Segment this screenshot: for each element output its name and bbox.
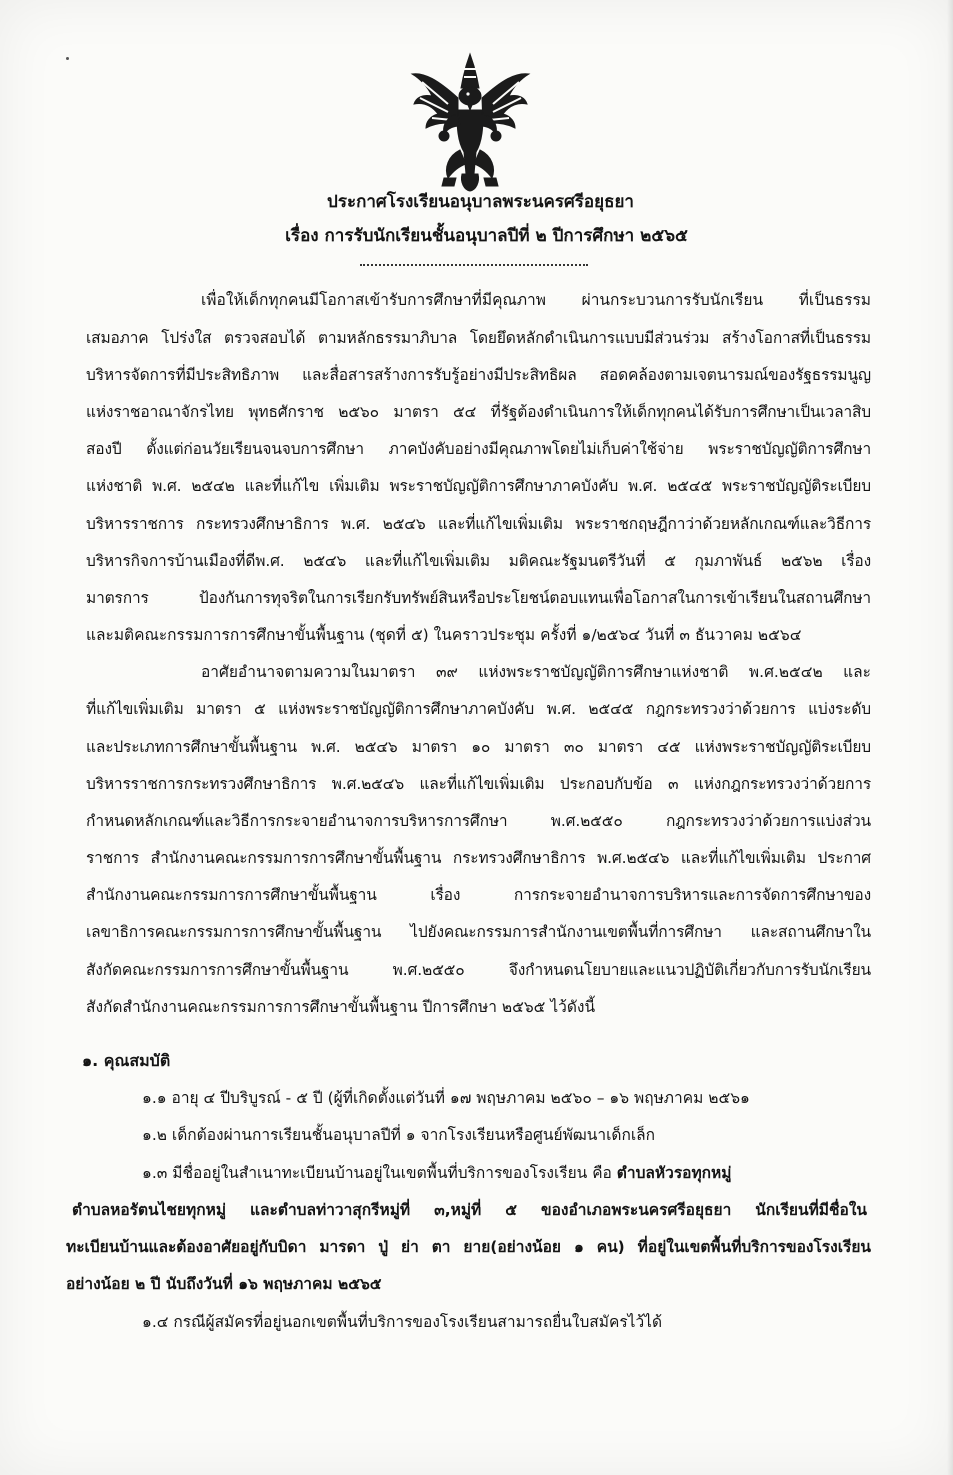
paragraph2-line: ที่แก้ไขเพิ่มเติม มาตรา ๕ แห่งพระราชบัญญัติการศึกษาภาคบังคับ พ.ศ. ๒๕๔๕ กฎกระทรวงว่าด้วยการ แบ่งระดับ — [86, 700, 871, 718]
qualification-item-3-continued: อย่างน้อย ๒ ปี นับถึงวันที่ ๑๖ พฤษภาคม ๒๕๖๕ — [66, 1275, 382, 1293]
paragraph1-line: สองปี ตั้งแต่ก่อนวัยเรียนจนจบการศึกษา ภาคบังคับอย่างมีคุณภาพโดยไม่เก็บค่าใช้จ่าย พระราชบัญญัติการศึกษา — [86, 440, 871, 458]
paragraph1-line: และมติคณะกรรมการการศึกษาขั้นพื้นฐาน (ชุดที่ ๕) ในคราวประชุม ครั้งที่ ๑/๒๕๖๔ วันที่ ๓ ธันวาคม ๒๕๖๔ — [86, 626, 802, 644]
paragraph1-line: แห่งชาติ พ.ศ. ๒๕๔๒ และที่แก้ไข เพิ่มเติม พระราชบัญญัติการศึกษาภาคบังคับ พ.ศ. ๒๕๔๕ พระราชบัญญัติระเบียบ — [86, 477, 871, 495]
qualification-item-3-area: ตำบลหัวรอทุกหมู่ — [616, 1164, 732, 1182]
paragraph1-line: บริหารกิจการบ้านเมืองที่ดีพ.ศ. ๒๕๔๖ และที่แก้ไขเพิ่มเติม มติคณะรัฐมนตรีวันที่ ๕ กุมภาพันธ์ ๒๕๖๒ เรื่อง — [86, 552, 871, 570]
qualification-item-3-text: ๑.๓ มีชื่ออยู่ในสำเนาทะเบียนบ้านอยู่ในเขตพื้นที่บริการของโรงเรียน คือ — [142, 1164, 617, 1182]
scan-speck — [66, 57, 69, 60]
garuda-emblem-icon — [408, 52, 533, 192]
paragraph2-line: กำหนดหลักเกณฑ์และวิธีการกระจายอำนาจการบริหารการศึกษา พ.ศ.๒๕๕๐ กฎกระทรวงว่าด้วยการแบ่งส่วน — [86, 812, 871, 830]
paragraph2-line: สังกัดคณะกรรมการการศึกษาขั้นพื้นฐาน พ.ศ.๒๕๕๐ จึงกำหนดนโยบายและแนวปฏิบัติเกี่ยวกับการรับนักเรียน — [86, 961, 871, 979]
section-heading-qualifications: ๑. คุณสมบัติ — [82, 1051, 171, 1070]
title-divider — [360, 264, 588, 266]
page-edge-shadow — [947, 0, 953, 1475]
qualification-item-2: ๑.๒ เด็กต้องผ่านการเรียนชั้นอนุบาลปีที่ ๑ จากโรงเรียนหรือศูนย์พัฒนาเด็กเล็ก — [142, 1126, 656, 1144]
document-subject: เรื่อง การรับนักเรียนชั้นอนุบาลปีที่ ๒ ปีการศึกษา ๒๕๖๕ — [285, 226, 688, 246]
paragraph2-line: ราชการ สำนักงานคณะกรรมการการศึกษาขั้นพื้นฐาน กระทรวงศึกษาธิการ พ.ศ.๒๕๔๖ และที่แก้ไขเพิ่มเติม ประกาศ — [86, 849, 871, 867]
paragraph2-line: บริหารราชการกระทรวงศึกษาธิการ พ.ศ.๒๕๔๖ และที่แก้ไขเพิ่มเติม ประกอบกับข้อ ๓ แห่งกฎกระทรวงว่าด้วยการ — [86, 775, 871, 793]
qualification-item-4: ๑.๔ กรณีผู้สมัครที่อยู่นอกเขตพื้นที่บริการของโรงเรียนสามารถยื่นใบสมัครไว้ได้ — [142, 1313, 663, 1331]
paragraph2-line: เลขาธิการคณะกรรมการการศึกษาขั้นพื้นฐาน ไปยังคณะกรรมการสำนักงานเขตพื้นที่การศึกษา และสถานศึกษาใน — [86, 923, 871, 941]
paragraph1-line: เสมอภาค โปร่งใส ตรวจสอบได้ ตามหลักธรรมาภิบาล โดยยึดหลักดำเนินการแบบมีส่วนร่วม สร้างโอกาสที่เป็นธรรม — [86, 329, 871, 347]
paragraph1-line: บริหารจัดการที่มีประสิทธิภาพ และสื่อสารสร้างการรับรู้อย่างมีประสิทธิผล สอดคล้องตามเจตนารมณ์ของรัฐธรรมนูญ — [86, 366, 871, 384]
paragraph1-line: เพื่อให้เด็กทุกคนมีโอกาสเข้ารับการศึกษาที่มีคุณภาพ ผ่านกระบวนการรับนักเรียน ที่เป็นธรรม — [201, 291, 871, 309]
qualification-item-3-continued: ตำบลหอรัตนไชยทุกหมู่ และตำบลท่าวาสุกรีหมู่ที่ ๓,หมู่ที่ ๕ ของอำเภอพระนครศรีอยุธยา นักเรียนที่มีชื่อใน — [72, 1201, 867, 1219]
qualification-item-1: ๑.๑ อายุ ๔ ปีบริบูรณ์ - ๕ ปี (ผู้ที่เกิดตั้งแต่วันที่ ๑๗ พฤษภาคม ๒๕๖๐ – ๑๖ พฤษภาคม ๒๕๖๑ — [142, 1089, 750, 1107]
paragraph2-line: อาศัยอำนาจตามความในมาตรา ๓๙ แห่งพระราชบัญญัติการศึกษาแห่งชาติ พ.ศ.๒๕๔๒ และ — [201, 663, 871, 681]
paragraph2-line: สำนักงานคณะกรรมการการศึกษาขั้นพื้นฐาน เรื่อง การกระจายอำนาจการบริหารและการจัดการศึกษาของ — [86, 886, 871, 904]
qualification-item-3-continued: ทะเบียนบ้านและต้องอาศัยอยู่กับบิดา มารดา ปู่ ย่า ตา ยาย(อย่างน้อย ๑ คน) ที่อยู่ในเขตพื้นที่บริการของโรงเรียน — [66, 1238, 871, 1256]
paragraph2-line: สังกัดสำนักงานคณะกรรมการการศึกษาขั้นพื้นฐาน ปีการศึกษา ๒๕๖๕ ไว้ดังนี้ — [86, 998, 596, 1016]
document-title: ประกาศโรงเรียนอนุบาลพระนครศรีอยุธยา — [327, 192, 634, 212]
paragraph2-line: และประเภทการศึกษาขั้นพื้นฐาน พ.ศ. ๒๕๔๖ มาตรา ๑๐ มาตรา ๓๐ มาตรา ๔๕ แห่งพระราชบัญญัติระเบียบ — [86, 738, 871, 756]
qualification-item-3 — [142, 1162, 732, 1184]
paragraph1-line: แห่งราชอาณาจักรไทย พุทธศักราช ๒๕๖๐ มาตรา ๕๔ ที่รัฐต้องดำเนินการให้เด็กทุกคนได้รับการศึกษาเป็นเวลาสิบ — [86, 403, 871, 421]
paragraph1-line: บริหารราชการ กระทรวงศึกษาธิการ พ.ศ. ๒๕๔๖ และที่แก้ไขเพิ่มเติม พระราชกฤษฎีกาว่าด้วยหลักเกณฑ์และวิธีการ — [86, 515, 871, 533]
paragraph1-line: มาตรการ ป้องกันการทุจริตในการเรียกรับทรัพย์สินหรือประโยชน์ตอบแทนเพื่อโอกาสในการเข้าเรียนในสถานศึกษา — [86, 589, 871, 607]
